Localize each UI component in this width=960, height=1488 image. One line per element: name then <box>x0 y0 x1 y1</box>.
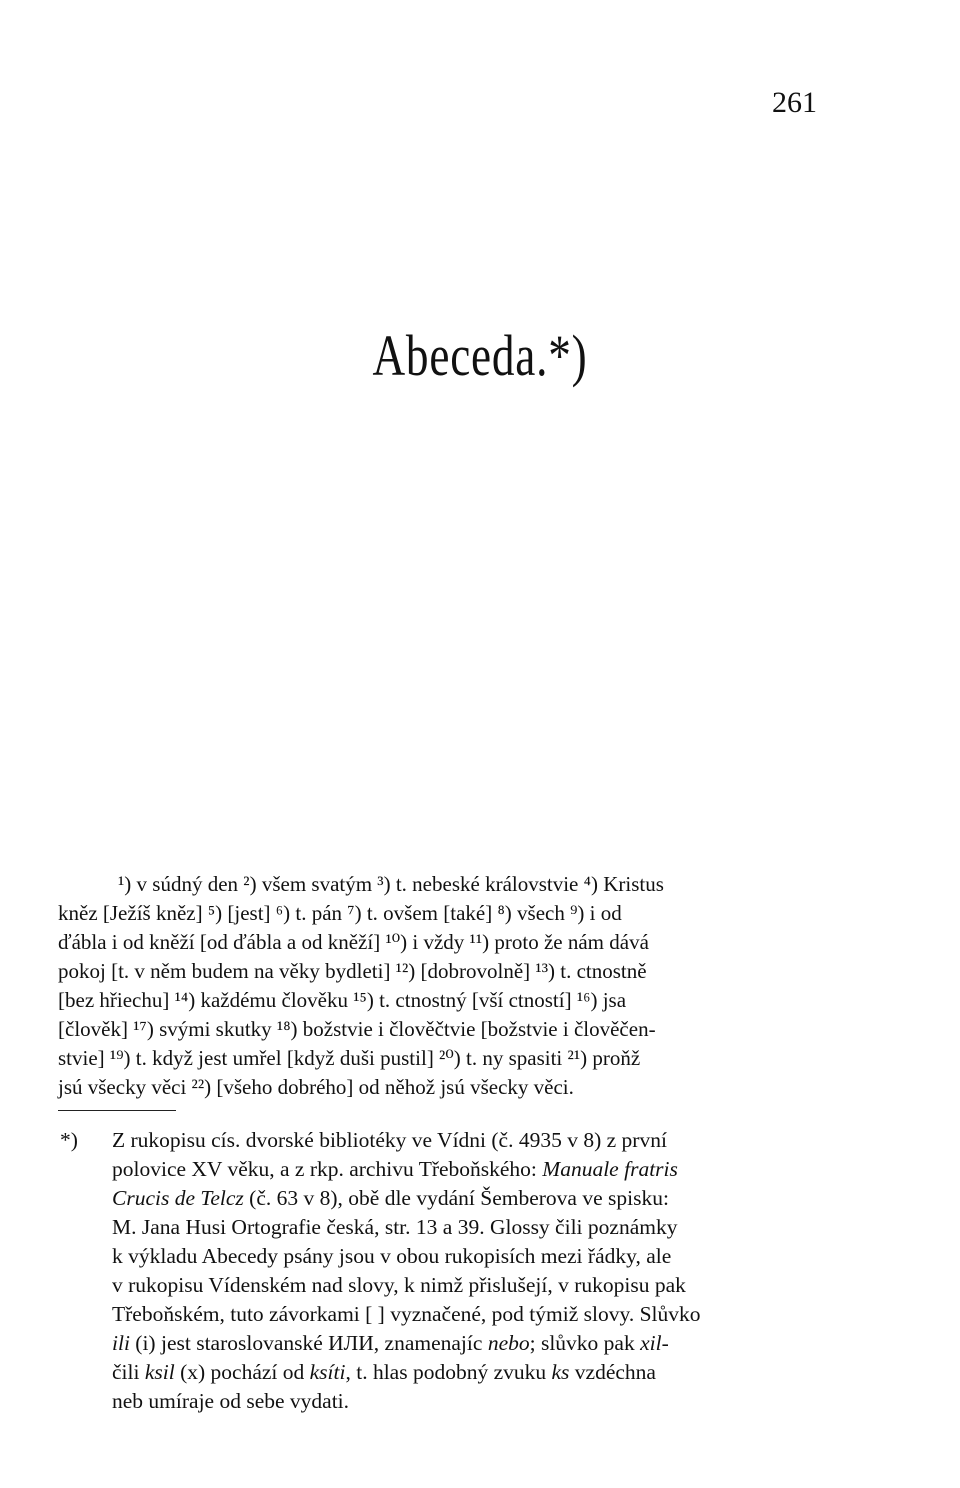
alphabet-letter-row <box>0 404 960 444</box>
footnote-italic-text: ili <box>112 1331 130 1355</box>
page-number: 261 <box>772 86 817 119</box>
alphabet-word <box>417 441 419 473</box>
alphabet-word <box>418 512 420 544</box>
footnote-block <box>60 1126 830 1416</box>
footnote-italic-text: Crucis de Telcz <box>112 1186 244 1210</box>
footnote-text: (č. 63 v 8), obě dle vydání Šemberova ve spisku: <box>243 1186 669 1210</box>
gloss-line: [člověk] ¹⁷) svými skutky ¹⁸) božstvie i člověčtvie [božstvie i člověčen- <box>58 1017 656 1041</box>
footnote-line <box>60 1242 830 1271</box>
alphabet-word <box>680 512 682 544</box>
alphabet-word <box>216 650 218 682</box>
alphabet-word <box>58 580 60 612</box>
footnote-line <box>60 1300 830 1329</box>
footnote-italic-text: nebo <box>487 1331 530 1355</box>
page-title: Abeceda.*) <box>372 323 588 388</box>
gloss-line: stvie] ¹⁹) t. když jest umřel [když duši pustil] ²⁰) t. ny spasiti ²¹) proňž <box>58 1046 641 1070</box>
footnote-text: (i) jest staroslovanské ИЛИ, znamenajíc <box>129 1331 488 1355</box>
alphabet-word <box>594 580 596 612</box>
gloss-line: pokoj [t. v něm budem na věky bydleti] ¹²) [dobrovolně] ¹³) t. ctnostně <box>58 959 647 983</box>
footnote-line <box>60 1213 830 1242</box>
footnote-italic-text: ksil <box>144 1360 175 1384</box>
footnote-text: M. Jana Husi Ortografie česká, str. 13 a 39. Glossy čili poznámky <box>112 1215 678 1239</box>
footnote-text: čili <box>112 1360 145 1384</box>
alphabet-word <box>150 441 152 473</box>
gloss-line: [bez hřiechu] ¹⁴) každému člověku ¹⁵) t. ctnostný [vší ctností] ¹⁶) jsa <box>58 988 627 1012</box>
alphabet-word <box>348 650 350 682</box>
gloss-line: jsú všecky věci ²²) [všeho dobrého] od něhož jsú všecky věci. <box>58 1075 574 1099</box>
alphabet-word <box>366 718 368 750</box>
footnote-text: vzdéchna <box>569 1360 656 1384</box>
footnote-italic-text: Manuale fratris <box>542 1157 678 1181</box>
footnote-text: polovice XV věku, a z rkp. archivu Třeboňského: <box>112 1157 543 1181</box>
footnote-line <box>60 1126 830 1155</box>
alphabet-word <box>650 650 652 682</box>
footnote-italic-text: xil <box>640 1331 662 1355</box>
alphabet-word <box>287 512 289 544</box>
footnote-text: - <box>661 1331 669 1355</box>
alphabet-word <box>183 580 185 612</box>
alphabet-word <box>550 718 552 750</box>
alphabet-word <box>500 650 502 682</box>
alphabet-word <box>146 512 148 544</box>
footnote-text: Třeboňském, tuto závorkami [ ] vyznačené, pod týmiž slovy. Slůvko <box>112 1302 701 1326</box>
alphabet-word-row <box>0 580 960 620</box>
footnote-line <box>60 1184 830 1213</box>
footnote-line <box>60 1358 830 1387</box>
footnote-text: neb umíraje od sebe vydati. <box>112 1389 350 1413</box>
footnote-text: , t. hlas podobný zvuku <box>345 1360 552 1384</box>
footnote-text: ; slůvko pak <box>529 1331 641 1355</box>
footnote-text: v rukopisu Vídenském nad slovy, k nimž přislušejí, v rukopisu pak <box>112 1273 686 1297</box>
alphabet-word <box>173 718 175 750</box>
footnote-italic-text: ksíti <box>309 1360 346 1384</box>
gloss-line: ďábla i od kněží [od ďábla a od kněží] ¹⁰) i vždy ¹¹) proto že nám dává <box>58 930 649 954</box>
footnote-text: Z rukopisu cís. dvorské bibliotéky ve Vídni (č. 4935 v 8) z první <box>112 1128 667 1152</box>
footnote-line <box>60 1329 830 1358</box>
alphabet-final-line <box>0 816 960 856</box>
footnote-line <box>60 1271 830 1300</box>
glosses-block <box>58 870 820 1102</box>
footnote-divider <box>58 1110 176 1111</box>
footnote-marker: *) <box>60 1128 78 1152</box>
footnote-text: (x) pochází od <box>174 1360 310 1384</box>
alphabet-word <box>693 441 695 473</box>
footnote-italic-text: ks <box>551 1360 570 1384</box>
alphabet-word-row <box>0 441 960 481</box>
gloss-line: ¹) v súdný den ²) všem svatým ³) t. nebeské královstvie ⁴) Kristus <box>118 872 664 896</box>
alphabet-word <box>308 816 310 848</box>
footnote-text: k výkladu Abecedy psány jsou v obou rukopisích mezi řádky, ale <box>112 1244 672 1268</box>
alphabet-word <box>58 650 60 682</box>
footnote-line <box>60 1155 830 1184</box>
footnote-line <box>60 1387 830 1416</box>
alphabet-word <box>158 816 160 848</box>
alphabet-word <box>481 786 483 818</box>
gloss-line: kněz [Ježíš kněz] ⁵) [jest] ⁶) t. pán ⁷) t. ovšem [také] ⁸) všech ⁹) i od <box>58 901 622 925</box>
alphabet-word <box>58 786 60 818</box>
